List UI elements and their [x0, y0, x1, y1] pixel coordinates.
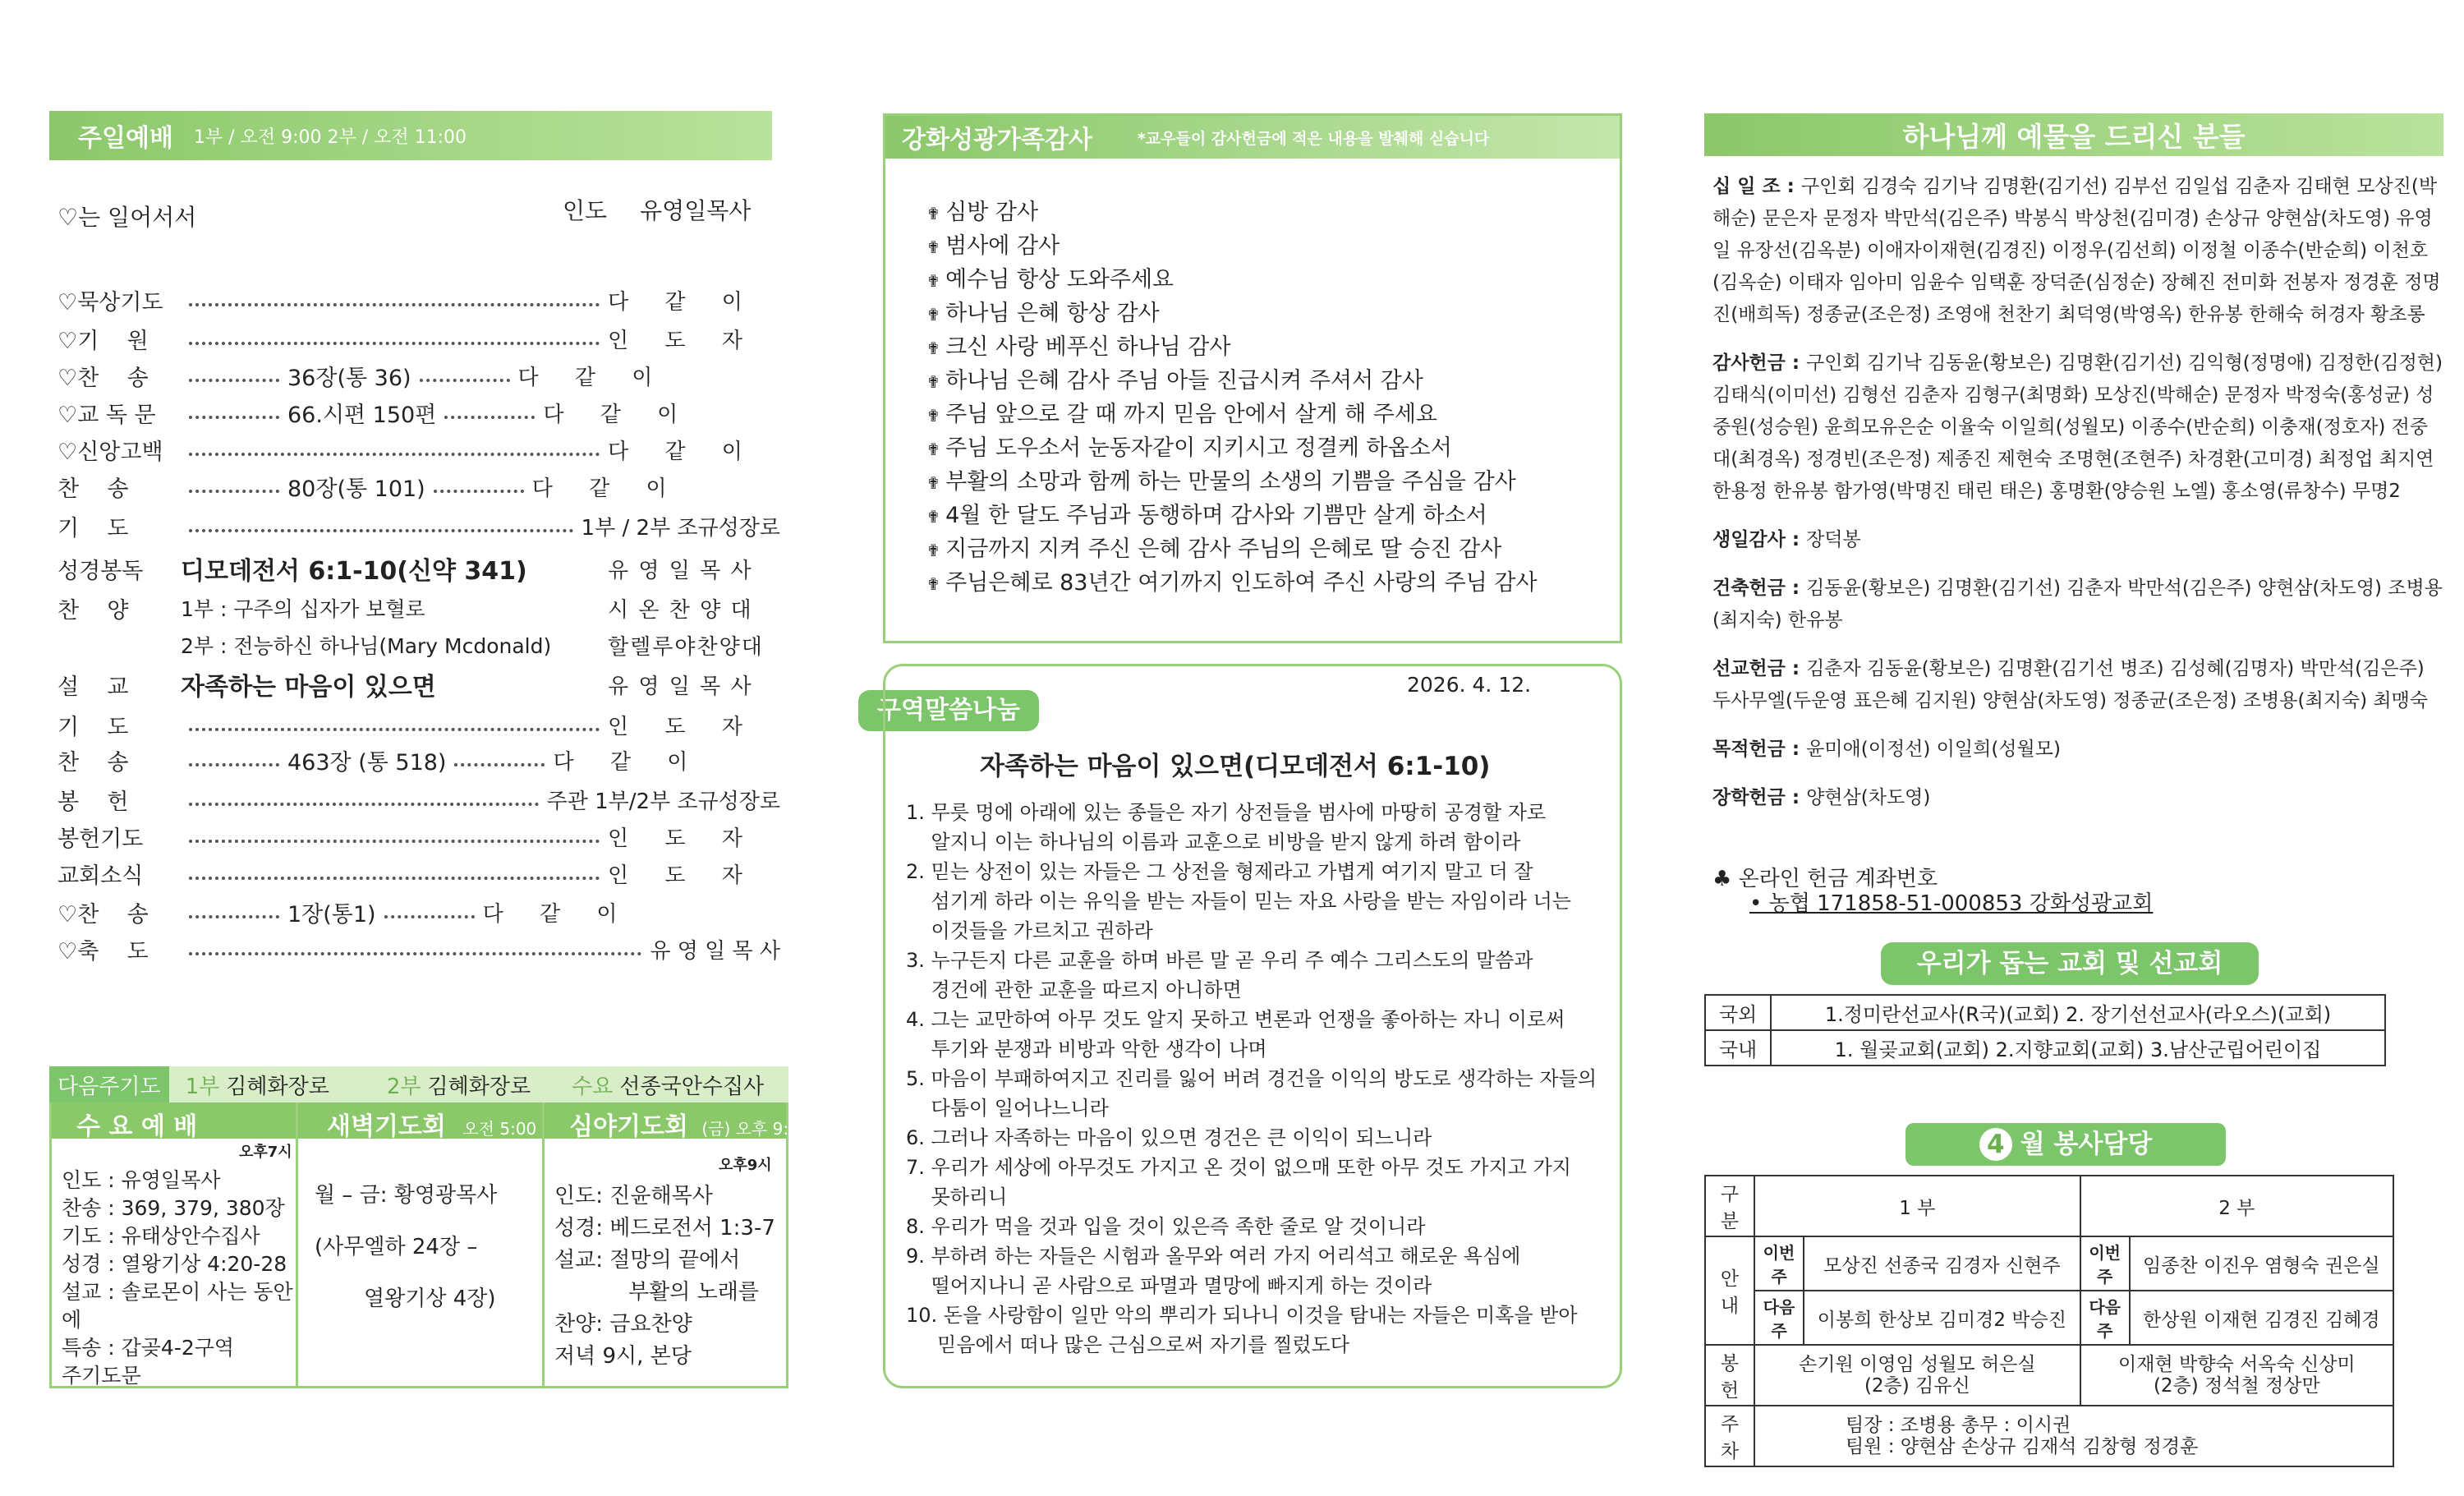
serve-h0: 구분	[1705, 1176, 1754, 1236]
order-row	[57, 783, 780, 816]
leader-dots	[454, 763, 545, 766]
order-who: 다 같 이	[608, 289, 757, 315]
next-week-bar	[49, 1066, 788, 1102]
order-row	[57, 509, 780, 542]
order-row	[57, 359, 780, 392]
thanks-item	[926, 567, 1538, 601]
order-label: 기 도	[57, 714, 129, 740]
next-week-label: 다음주기도	[49, 1066, 169, 1102]
order-who: 유 영 일 목 사	[608, 558, 753, 583]
word-heading: 자족하는 마음이 있으면(디모데전서 6:1-10)	[980, 752, 1491, 781]
serve-o1b: (2층) 김유신	[1864, 1375, 1970, 1397]
cross-icon: ✟	[926, 406, 946, 426]
leader-dots	[189, 379, 279, 382]
serve-this1: 이번주	[1754, 1236, 1804, 1291]
online-title: ♣ 온라인 헌금 계좌번호	[1712, 867, 1938, 891]
order-row	[57, 895, 780, 928]
text-line	[315, 1263, 497, 1284]
offering-names: 윤미애(이정선) 이일희(성월모)	[1806, 739, 2061, 760]
offering-group	[1712, 348, 2443, 508]
text-line: 2. 믿는 상전이 있는 자들은 그 상전을 형제라고 가볍게 여기지 말고 더 잘	[906, 860, 1533, 883]
order-who: 다 같 이	[531, 476, 682, 501]
order-detail: 66.시편 150편	[287, 402, 437, 428]
cross-icon: ✟	[926, 204, 946, 223]
order-row	[57, 743, 780, 776]
word-box	[883, 664, 1622, 1388]
leader-dots	[189, 877, 600, 880]
cross-icon: ✟	[926, 541, 946, 560]
cross-icon: ✟	[926, 440, 946, 459]
order-row	[57, 628, 780, 661]
worship-title: 주일예배	[78, 124, 173, 153]
text-line: 7. 우리가 세상에 아무것도 가지고 온 것이 없으매 또한 아무 것도 가지고 가지	[906, 1156, 1571, 1179]
order-who: 인 도 자	[608, 714, 757, 739]
text-line: (사무엘하 24장 –	[315, 1235, 478, 1259]
thanks-header	[885, 116, 1620, 159]
leader-dots	[189, 840, 600, 843]
support-row	[1705, 1030, 2385, 1066]
order-label: 교회소식	[57, 863, 144, 889]
order-row	[57, 322, 780, 355]
text-line: 열왕기상 4장)	[364, 1287, 496, 1311]
serve-g2a: 임종찬 이진우 염형숙 권은실	[2130, 1236, 2393, 1291]
order-who: 다 같 이	[543, 402, 693, 427]
thanks-item	[926, 331, 1538, 365]
cross-icon: ✟	[926, 237, 946, 257]
thanks-text: 심방 감사	[945, 200, 1039, 225]
serve-o1: 손기원 이영임 성월모 허은실	[1799, 1354, 2036, 1375]
offering-names: 김동윤(황보은) 김명환(김기선) 김춘자 박만석(김은주) 양현삼(차도영) 조병용(최지숙) 한유봉	[1712, 578, 2443, 631]
order-label: ♡축 도	[57, 938, 149, 964]
offering-label: 건축헌금 :	[1712, 578, 1807, 599]
thanks-text: 부활의 소망과 함께 하는 만물의 소생의 기쁨을 주심을 감사	[945, 469, 1516, 495]
order-who: 1부 / 2부 조규성장로	[581, 515, 780, 541]
cross-icon: ✟	[926, 574, 946, 594]
order-row	[57, 433, 780, 466]
word-title: 구역말씀나눔	[858, 690, 1039, 731]
serve-off-label: 봉헌	[1705, 1345, 1754, 1406]
order-who: 인 도 자	[608, 826, 757, 851]
text-line: 섬기게 하라 이는 유익을 받는 자들이 믿는 자요 사랑을 받는 자임이라 너는	[906, 890, 1571, 913]
leader-dots	[444, 416, 535, 419]
offering-group	[1712, 782, 2443, 814]
night-title: 심야기도회	[569, 1112, 688, 1141]
serve-h2: 2 부	[2080, 1176, 2393, 1236]
lead-row	[563, 193, 751, 226]
text-line: 설교 : 솔로몬이 사는 동안에	[62, 1280, 293, 1332]
middle-column	[877, 0, 1639, 1496]
online-section	[1712, 867, 2153, 916]
offering-group	[1712, 524, 2443, 556]
night-lines	[554, 1181, 775, 1373]
dawn-lines	[315, 1181, 497, 1314]
thanks-item	[926, 398, 1538, 432]
leader-dots	[189, 952, 641, 955]
thanks-item	[926, 466, 1538, 499]
offering-names: 구인회 김기낙 김동윤(황보은) 김명환(김기선) 김익형(정명애) 김정한(김정현) 김태식(이미선) 김형선 김춘자 김형구(최명화) 모상진(박해순) 문정자 박정숙(홍성균) 성중원(성승원) 윤희모유은순 이율숙 이일희(성월모) 이종수(반순희) 이충재(정호자) 전중대(최경옥) 정경빈(조은정) 제종진 제현숙 조명현(조현주) 차경환(고미경) 최정업 최지연 한용정 한유봉 함가영(박명진 태린 태은) 홍명환(양승원 노엘) 홍소영(류창수) 무명2	[1712, 352, 2443, 502]
order-label: 찬 송	[57, 476, 129, 502]
serve-park	[1754, 1406, 2393, 1466]
wed-title: 수 요 예 배	[76, 1112, 198, 1141]
order-label: ♡교 독 문	[57, 402, 156, 428]
serve-off2	[2080, 1345, 2393, 1406]
text-line: 3. 누구든지 다른 교훈을 하며 바른 말 곧 우리 주 예수 그리스도의 말씀과	[906, 949, 1533, 972]
order-label: ♡찬 송	[57, 365, 149, 391]
serve-this2: 이번주	[2080, 1236, 2130, 1291]
dawn-time: 오전 5:00	[462, 1119, 537, 1139]
worship-times: 1부 / 오전 9:00 2부 / 오전 11:00	[193, 127, 467, 148]
serve-next2: 다음주	[2080, 1291, 2130, 1345]
next-p2: 2부	[386, 1074, 421, 1099]
word-date: 2026. 4. 12.	[1407, 673, 1532, 697]
night-title-row	[569, 1106, 810, 1142]
text-line: 8. 우리가 먹을 것과 입을 것이 있은즉 족한 줄로 알 것이니라	[906, 1215, 1426, 1238]
leader-dots	[189, 303, 600, 306]
text-line: 월 – 금: 황영광목사	[315, 1183, 498, 1208]
order-detail: 463장 (통 518)	[287, 749, 447, 776]
serve-p1: 팀장 : 조병용 총무 : 이시권	[1846, 1415, 2071, 1436]
cross-icon: ✟	[926, 372, 946, 392]
leader-dots	[189, 915, 279, 918]
family-thanks-box	[883, 113, 1622, 643]
dawn-title: 새벽기도회	[327, 1112, 446, 1141]
serve-g1b: 이봉희 한상보 김미경2 박승진	[1804, 1291, 2080, 1345]
order-label: ♡묵상기도	[57, 289, 163, 315]
serve-month: 4	[1979, 1128, 2012, 1161]
cross-icon: ✟	[926, 507, 946, 527]
leader-dots	[189, 490, 279, 493]
left-column	[49, 0, 810, 1496]
thanks-item	[926, 196, 1538, 230]
offering-names: 김춘자 김동윤(황보은) 김명환(김기선 병조) 김성혜(김명자) 박만석(김은주) 두사무엘(두운영 표은혜 김지원) 양현삼(차도영) 정종균(조은정) 조병용(최지숙) 최맹숙	[1712, 658, 2429, 711]
order-detail: 자족하는 마음이 있으면	[181, 673, 436, 702]
leader-dots	[189, 728, 600, 731]
text-line: 알지니 이는 하나님의 이름과 교훈으로 비방을 받지 않게 하려 함이라	[906, 831, 1521, 854]
order-row	[57, 820, 780, 853]
weekday-services	[49, 1102, 810, 1388]
text-line: 6. 그러나 자족하는 마음이 있으면 경건은 큰 이익이 되느니라	[906, 1126, 1432, 1149]
order-who: 시 온 찬 양 대	[608, 597, 753, 623]
serve-park-label: 주차	[1705, 1406, 1754, 1466]
thanks-text: 주님 도우소서 눈동자같이 지키시고 정결케 하옵소서	[945, 435, 1452, 461]
thanks-text: 4월 한 달도 주님과 동행하며 감사와 기쁨만 살게 하소서	[945, 503, 1487, 528]
text-line: 설교: 절망의 끝에서	[554, 1248, 741, 1273]
stand-note: ♡는 일어서서	[57, 204, 197, 231]
order-row	[57, 668, 780, 701]
wed-section	[52, 1102, 298, 1386]
serve-h1: 1 부	[1754, 1176, 2080, 1236]
leader-dots	[189, 416, 279, 419]
order-who: 주관 1부/2부 조규성장로	[546, 789, 780, 814]
text-line: 특송 : 갑곶4-2구역	[62, 1336, 235, 1360]
offering-label: 목적헌금 :	[1712, 739, 1807, 760]
order-row	[57, 708, 780, 741]
word-verses	[906, 798, 1597, 1360]
text-line: 4. 그는 교만하여 아무 것도 알지 못하고 변론과 언쟁을 좋아하는 자니 이로써	[906, 1008, 1565, 1031]
order-who: 인 도 자	[608, 863, 757, 888]
dawn-section	[298, 1102, 545, 1386]
thanks-text: 주님은혜로 83년간 여기까지 인도하여 주신 사랑의 주님 감사	[945, 570, 1538, 596]
thanks-list	[926, 196, 1538, 601]
support-table	[1704, 994, 2386, 1066]
text-line: 못하리니	[906, 1185, 1008, 1208]
order-who: 다 같 이	[482, 901, 632, 927]
next-p1: 1부	[185, 1074, 220, 1099]
offering-header	[1704, 113, 2443, 156]
serve-o2b: (2층) 정석철 정상만	[2153, 1375, 2320, 1397]
text-line: 성경: 베드로전서 1:3-7	[554, 1216, 775, 1241]
order-who: 유 영 일 목 사	[608, 674, 753, 699]
thanks-text: 하나님 은혜 감사 주님 아들 진급시켜 주셔서 감사	[945, 368, 1423, 394]
order-row	[57, 591, 780, 624]
text-line: 5. 마음이 부패하여지고 진리를 잃어 버려 경건을 이익의 방도로 생각하는 자들의	[906, 1067, 1597, 1090]
order-detail: 1부 : 구주의 십자가 보혈로	[181, 597, 425, 621]
order-row	[57, 552, 780, 585]
support-value: 1.정미란선교사(R국)(교회) 2. 장기선선교사(라오스)(교회)	[1771, 995, 2385, 1030]
cross-icon: ✟	[926, 271, 946, 291]
night-time2: 오후9시	[719, 1157, 772, 1174]
thanks-text: 주님 앞으로 갈 때 까지 믿음 안에서 살게 해 주세요	[945, 402, 1438, 427]
thanks-item	[926, 297, 1538, 331]
text-line: 1. 무릇 멍에 아래에 있는 종들은 자기 상전들을 범사에 마땅히 공경할 자로	[906, 801, 1547, 824]
text-line: 투기와 분쟁과 비방과 악한 생각이 나며	[906, 1038, 1267, 1061]
offering-group	[1712, 171, 2443, 331]
thanks-item	[926, 499, 1538, 533]
order-label: 성경봉독	[57, 558, 144, 584]
leader-dots	[189, 529, 573, 532]
serve-g1a: 모상진 선종국 김경자 신현주	[1804, 1236, 2080, 1291]
lead-name: 유영일목사	[640, 197, 752, 224]
dawn-title-row	[327, 1106, 536, 1142]
serve-title: 월 봉사담당	[2020, 1130, 2153, 1159]
thanks-item	[926, 264, 1538, 297]
order-row	[57, 470, 780, 503]
order-label: 봉헌기도	[57, 826, 144, 852]
order-who: 인 도 자	[608, 328, 757, 353]
wed-lines	[62, 1167, 296, 1390]
next-n1: 김혜화장로	[226, 1074, 329, 1099]
offering-label: 선교헌금 :	[1712, 658, 1807, 679]
offering-names: 구인회 김경숙 김기낙 김명환(김기선) 김부선 김일섭 김춘자 김태현 모상진(박해순) 문은자 문정자 박만석(김은주) 박봉식 박상천(김미경) 손상규 양현삼(차도영) 유영일 유장선(김옥분) 이애자이재현(김경진) 이정우(김선희) 이정철 이종수(반순희) 이천호(김옥순) 이태자 임아미 임윤수 임택훈 장덕준(심정순) 장혜진 전미화 전봉자 정경훈 정명진(배희독) 정종균(조은정) 조영애 천찬기 최덕영(박영옥) 한유봉 한해숙 허경자 황초롱	[1712, 176, 2441, 325]
text-line: 다툼이 일어나느니라	[906, 1097, 1109, 1120]
order-row	[57, 396, 780, 429]
order-detail: 디모데전서 6:1-10(신약 341)	[181, 557, 527, 586]
leader-dots	[189, 342, 600, 345]
text-line: 경건에 관한 교훈을 따르지 아니하면	[906, 978, 1242, 1001]
serve-off1	[1754, 1345, 2080, 1406]
support-key: 국내	[1705, 1030, 1771, 1066]
text-line: 떨어지나니 곧 사람으로 파멸과 멸망에 빠지게 하는 것이라	[906, 1274, 1432, 1297]
night-section	[545, 1102, 810, 1386]
night-time: (금) 오후 9:00	[701, 1119, 810, 1139]
offering-group	[1712, 573, 2443, 637]
text-line: 성경 : 열왕기상 4:20-28	[62, 1252, 287, 1276]
text-line	[315, 1211, 497, 1232]
offering-label: 생일감사 :	[1712, 529, 1807, 550]
thanks-text: 지금까지 지켜 주신 은혜 감사 주님의 은혜로 딸 승진 감사	[945, 536, 1502, 562]
text-line: 찬송 : 369, 379, 380장	[62, 1196, 285, 1220]
text-line: 이것들을 가르치고 권하라	[906, 919, 1153, 942]
order-detail: 80장(통 101)	[287, 476, 425, 502]
wed-time: 오후7시	[239, 1144, 292, 1161]
cross-icon: ✟	[926, 338, 946, 358]
order-label: ♡찬 송	[57, 901, 149, 928]
support-title: 우리가 돕는 교회 및 선교회	[1881, 942, 2259, 985]
thanks-text: 예수님 항상 도와주세요	[945, 267, 1175, 292]
text-line: 10. 돈을 사랑함이 일만 악의 뿌리가 되나니 이것을 탐내는 자들은 미혹을 받아	[906, 1304, 1578, 1327]
leader-dots	[189, 803, 539, 806]
offerings-list	[1712, 171, 2443, 831]
leader-dots	[384, 915, 475, 918]
text-line: 인도: 진윤해목사	[554, 1184, 713, 1208]
support-value: 1. 월곶교회(교회) 2.지향교회(교회) 3.남산군립어린이집	[1771, 1030, 2385, 1066]
offering-label: 십 일 조 :	[1712, 176, 1801, 197]
leader-dots	[420, 379, 510, 382]
next-n2: 김혜화장로	[427, 1074, 531, 1099]
online-account: • 농협 171858-51-000853 강화성광교회	[1749, 891, 2154, 916]
thanks-note: *교우들이 감사헌금에 적은 내용을 발췌해 싣습니다	[1137, 129, 1490, 148]
leader-dots	[189, 763, 279, 766]
cross-icon: ✟	[926, 473, 946, 493]
order-label: 기 도	[57, 515, 129, 541]
order-of-service	[57, 283, 780, 998]
text-line: 기도 : 유태상안수집사	[62, 1224, 260, 1248]
text-line: 9. 부하려 하는 자들은 시험과 올무와 여러 가지 어리석고 해로운 욕심에	[906, 1245, 1521, 1268]
thanks-item	[926, 533, 1538, 567]
thanks-item	[926, 365, 1538, 398]
serve-title-pill	[1905, 1123, 2226, 1166]
cross-icon: ✟	[926, 305, 946, 325]
order-row	[57, 857, 780, 890]
thanks-title: 강화성광가족감사	[902, 126, 1092, 154]
serve-next1: 다음주	[1754, 1291, 1804, 1345]
order-label: ♡신앙고백	[57, 439, 163, 465]
thanks-text: 하나님 은혜 항상 감사	[945, 301, 1160, 326]
right-column	[1704, 0, 2452, 1496]
order-label: ♡기 원	[57, 328, 149, 354]
thanks-item	[926, 230, 1538, 264]
order-who: 유 영 일 목 사	[650, 938, 780, 964]
order-detail: 2부 : 전능하신 하나님(Mary Mcdonald)	[181, 634, 552, 658]
serve-table	[1704, 1175, 2394, 1467]
order-label: 찬 송	[57, 749, 129, 776]
offering-names: 양현삼(차도영)	[1806, 787, 1931, 808]
offering-names: 장덕봉	[1806, 529, 1861, 550]
order-who: 다 같 이	[553, 749, 703, 775]
offering-label: 장학헌금 :	[1712, 787, 1807, 808]
thanks-item	[926, 432, 1538, 466]
support-row	[1705, 995, 2385, 1030]
offering-title: 하나님께 예물을 드리신 분들	[1902, 120, 2246, 153]
lead-label: 인도	[563, 197, 608, 224]
next-p3: 수요	[572, 1074, 614, 1099]
serve-g2b: 한상원 이재현 김경진 김혜경	[2130, 1291, 2393, 1345]
thanks-text: 크신 사랑 베푸신 하나님 감사	[945, 334, 1231, 360]
order-row	[57, 283, 780, 316]
serve-guide-label: 안내	[1705, 1236, 1754, 1345]
leader-dots	[189, 453, 600, 456]
text-line: 인도 : 유영일목사	[62, 1168, 221, 1192]
text-line: 믿음에서 떠나 많은 근심으로써 자기를 찔렀도다	[906, 1333, 1349, 1356]
order-who: 할렐루야찬양대	[608, 634, 764, 660]
order-detail: 36장(통 36)	[287, 365, 411, 391]
text-line: 저녁 9시, 본당	[554, 1344, 692, 1369]
leader-dots	[434, 490, 524, 493]
support-key: 국외	[1705, 995, 1771, 1030]
thanks-text: 범사에 감사	[945, 233, 1060, 259]
serve-p2: 팀원 : 양현삼 손상규 김재석 김창형 정경훈	[1846, 1436, 2199, 1457]
offering-group	[1712, 734, 2443, 766]
order-who: 다 같 이	[517, 365, 668, 390]
text-line: 부활의 노래를	[628, 1280, 759, 1305]
order-detail: 1장(통1)	[287, 901, 376, 928]
text-line: 찬양: 금요찬양	[554, 1312, 692, 1337]
next-n3: 선종국안수집사	[619, 1074, 765, 1099]
serve-o2: 이재현 박향숙 서옥숙 신상미	[2118, 1354, 2356, 1375]
worship-header	[49, 111, 772, 160]
offering-group	[1712, 653, 2443, 717]
order-label: 봉 헌	[57, 789, 129, 815]
order-who: 다 같 이	[608, 439, 757, 464]
offering-label: 감사헌금 :	[1712, 352, 1807, 374]
order-row	[57, 932, 780, 965]
order-label: 찬 양	[57, 597, 129, 624]
text-line: 주기도문	[62, 1364, 141, 1388]
order-label: 설 교	[57, 674, 129, 700]
